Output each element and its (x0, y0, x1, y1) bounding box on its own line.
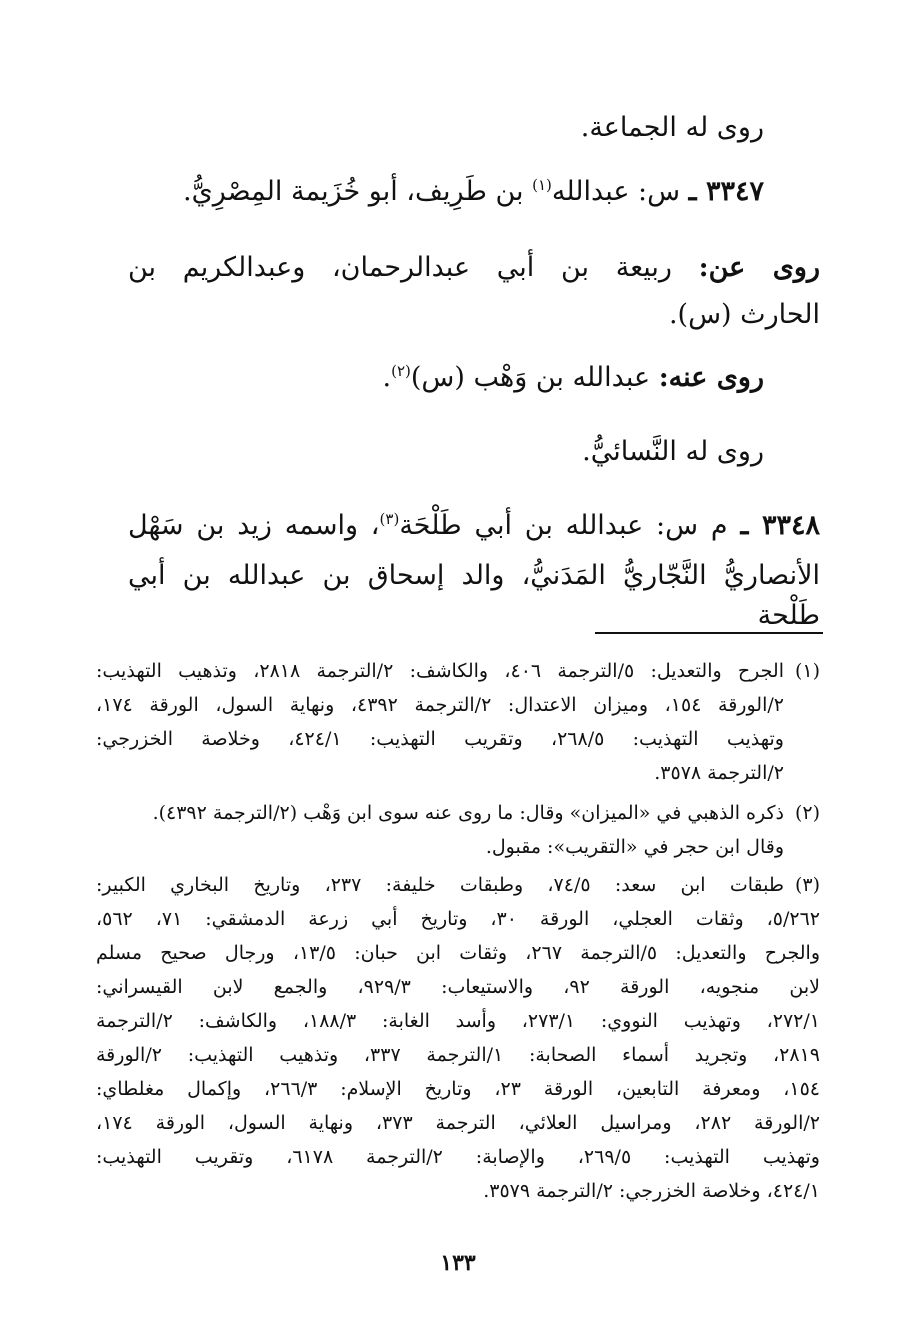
entry-name: م س: عبدالله بن أبي طَلْحَة (399, 510, 741, 541)
closing-line-group: روى له الجماعة. (580, 112, 764, 143)
text-line (582, 432, 764, 472)
footnote-2-line: ذكره الذهبي في «الميزان» وقال: ما روى عنه سوى ابن وَهْب (٢/الترجمة ٤٣٩٢). (152, 802, 784, 824)
entry-3347-heading (183, 172, 764, 212)
narrated-by-text: عبدالله بن وَهْب (س) (410, 362, 659, 393)
text-line (581, 108, 764, 148)
narrated-by-nasai: روى له النَّسائيُّ. (582, 436, 764, 467)
entry-text: الأنصاريُّ النَّجّاريُّ المَدَنيُّ، والد إسحاق بن عبدالله بن أبي طَلْحة (128, 560, 820, 631)
entry-number: ٣٣٤٨ ـ (740, 510, 821, 541)
narrated-by-line (383, 358, 764, 398)
narrated-from-label: روى عن: (698, 252, 820, 283)
footnote-marker-3: (٣) (794, 874, 820, 896)
footnote-ref-2: (٢) (391, 362, 411, 380)
footnote-1-line: ٢/الورقة ١٥٤، وميزان الاعتدال: ٢/الترجمة ٤٣٩٢، ونهاية السول، الورقة ١٧٤، (96, 694, 784, 716)
entry-3348-line2 (128, 556, 820, 636)
footnote-3-line: ١٥٤، ومعرفة التابعين، الورقة ٢٣، وتاريخ الإسلام: ٢٦٦/٣، وإكمال مغلطاي: (96, 1078, 820, 1100)
footnote-3-line: وتهذيب التهذيب: ٢٦٩/٥، والإصابة: ٢/الترجمة ٦١٧٨، وتقريب التهذيب: (96, 1146, 820, 1168)
continuation-text: الحارث (س). (668, 299, 820, 330)
entry-name-rest: ، واسمه زيد بن سَهْل (128, 510, 380, 541)
footnote-marker-2: (٢) (794, 802, 820, 824)
footnote-1-line: ٢/الترجمة ٣٥٧٨. (654, 762, 784, 784)
narrated-from-line (128, 248, 820, 288)
entry-name-rest: بن طَرِيف، أبو خُزَيمة المِصْرِيُّ. (183, 176, 533, 207)
narrated-from-continuation (669, 295, 820, 335)
footnote-3-line: ٢٧٢/١، وتهذيب النووي: ٢٧٣/١، وأسد الغابة: ١٨٨/٣، والكاشف: ٢/الترجمة (96, 1010, 820, 1032)
footnote-1-line: وتهذيب التهذيب: ٢٦٨/٥، وتقريب التهذيب: ٤٢٤/١، وخلاصة الخزرجي: (96, 728, 784, 750)
entry-3348-heading (128, 506, 820, 546)
narrated-by-label: روى عنه: (658, 362, 764, 393)
footnote-ref-1: (١) (532, 176, 552, 194)
footnote-separator (595, 632, 823, 634)
footnote-3-line: ٤٢٤/١، وخلاصة الخزرجي: ٢/الترجمة ٣٥٧٩. (483, 1180, 820, 1202)
entry-name: س: عبدالله (551, 176, 689, 207)
narrated-from-text: ربيعة بن أبي عبدالرحمان، وعبدالكريم بن (128, 252, 699, 283)
footnote-marker-1: (١) (794, 660, 820, 682)
footnote-3-line: ٢/الورقة ٢٨٢، ومراسيل العلائي، الترجمة ٣٧٣، ونهاية السول، الورقة ١٧٤، (96, 1112, 820, 1134)
footnote-3-line: لابن منجويه، الورقة ٩٢، والاستيعاب: ٩٢٩/٣، والجمع لابن القيسراني: (96, 976, 820, 998)
page-number: ١٣٣ (440, 1250, 476, 1276)
footnote-3-line: والجرح والتعديل: ٥/الترجمة ٢٦٧، وثقات ابن حبان: ١٣/٥، ورجال صحيح مسلم (96, 942, 820, 964)
entry-number: ٣٣٤٧ ـ (688, 176, 764, 207)
footnote-3-line: طبقات ابن سعد: ٧٤/٥، وطبقات خليفة: ٢٣٧، وتاريخ البخاري الكبير: (96, 874, 784, 896)
footnote-3-line: ٢٨١٩، وتجريد أسماء الصحابة: ١/الترجمة ٣٣٧، وتذهيب التهذيب: ٢/الورقة (96, 1044, 820, 1066)
period: . (382, 362, 392, 393)
footnote-1-line: الجرح والتعديل: ٥/الترجمة ٤٠٦، والكاشف: ٢/الترجمة ٢٨١٨، وتذهيب التهذيب: (96, 660, 784, 682)
footnote-3-line: ٥/٢٦٢، وثقات العجلي، الورقة ٣٠، وتاريخ أبي زرعة الدمشقي: ٧١، ٥٦٢، (96, 908, 821, 930)
footnote-ref-3: (٣) (379, 510, 400, 528)
footnote-2-line: وقال ابن حجر في «التقريب»: مقبول. (485, 836, 784, 858)
